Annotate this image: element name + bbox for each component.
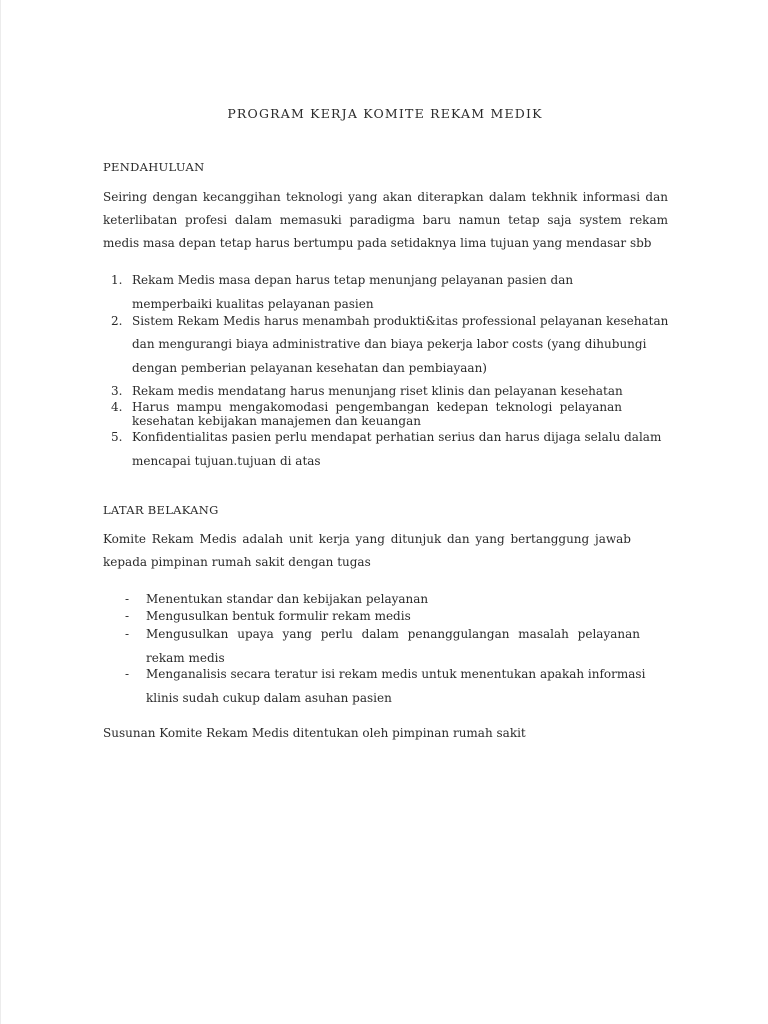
closing-sentence: Susunan Komite Rekam Medis ditentukan oleh pimpinan rumah sakit bbox=[103, 726, 526, 740]
list-item-line: memperbaiki kualitas pelayanan pasien bbox=[132, 297, 374, 311]
list-item-line: Rekam Medis masa depan harus tetap menunjang pelayanan pasien dan bbox=[132, 273, 574, 287]
list-item-line: Konfidentialitas pasien perlu mendapat perhatian serius dan harus dijaga selalu dalam bbox=[132, 430, 662, 444]
list-item-line: Rekam medis mendatang harus menunjang riset klinis dan pelayanan kesehatan bbox=[132, 384, 623, 398]
section-heading-latar-belakang: LATAR BELAKANG bbox=[103, 503, 219, 517]
document-title: PROGRAM KERJA KOMITE REKAM MEDIK bbox=[227, 106, 543, 121]
list-item-line: mencapai tujuan.tujuan di atas bbox=[132, 454, 321, 468]
list-item-number: 2. bbox=[111, 314, 123, 328]
list-item-number: 4. bbox=[111, 400, 123, 414]
list-item-number: 3. bbox=[111, 384, 123, 398]
intro-paragraph-line: medis masa depan tetap harus bertumpu pada setidaknya lima tujuan yang mendasar sbb bbox=[103, 236, 652, 250]
list-item-line: Harus mampu mengakomodasi pengembangan kedepan teknologi pelayanan bbox=[132, 400, 622, 414]
background-paragraph-line: kepada pimpinan rumah sakit dengan tugas bbox=[103, 555, 371, 569]
bullet-dash: - bbox=[125, 609, 130, 623]
intro-paragraph-line: Seiring dengan kecanggihan teknologi yang akan diterapkan dalam tekhnik informasi dan bbox=[103, 190, 668, 204]
bullet-item-line: Menentukan standar dan kebijakan pelayanan bbox=[146, 592, 429, 606]
bullet-item-line: klinis sudah cukup dalam asuhan pasien bbox=[146, 691, 392, 705]
list-item-number: 1. bbox=[111, 273, 123, 287]
bullet-item-line: Mengusulkan upaya yang perlu dalam penanggulangan masalah pelayanan bbox=[146, 627, 640, 641]
list-item-line: dan mengurangi biaya administrative dan biaya pekerja labor costs (yang dihubungi bbox=[132, 337, 647, 351]
list-item-line: dengan pemberian pelayanan kesehatan dan pembiayaan) bbox=[132, 361, 487, 375]
bullet-dash: - bbox=[125, 592, 130, 606]
bullet-item-line: Mengusulkan bentuk formulir rekam medis bbox=[146, 609, 411, 623]
bullet-item-line: rekam medis bbox=[146, 651, 225, 665]
section-heading-pendahuluan: PENDAHULUAN bbox=[103, 160, 205, 174]
list-item-number: 5. bbox=[111, 430, 123, 444]
bullet-dash: - bbox=[125, 627, 130, 641]
bullet-dash: - bbox=[125, 667, 130, 681]
intro-paragraph-line: keterlibatan profesi dalam memasuki paradigma baru namun tetap saja system rekam bbox=[103, 213, 668, 227]
background-paragraph-line: Komite Rekam Medis adalah unit kerja yang ditunjuk dan yang bertanggung jawab bbox=[103, 532, 631, 546]
list-item-line: kesehatan kebijakan manajemen dan keuangan bbox=[132, 414, 421, 428]
list-item-line: Sistem Rekam Medis harus menambah produkti&itas professional pelayanan kesehatan bbox=[132, 314, 669, 328]
bullet-item-line: Menganalisis secara teratur isi rekam medis untuk menentukan apakah informasi bbox=[146, 667, 646, 681]
